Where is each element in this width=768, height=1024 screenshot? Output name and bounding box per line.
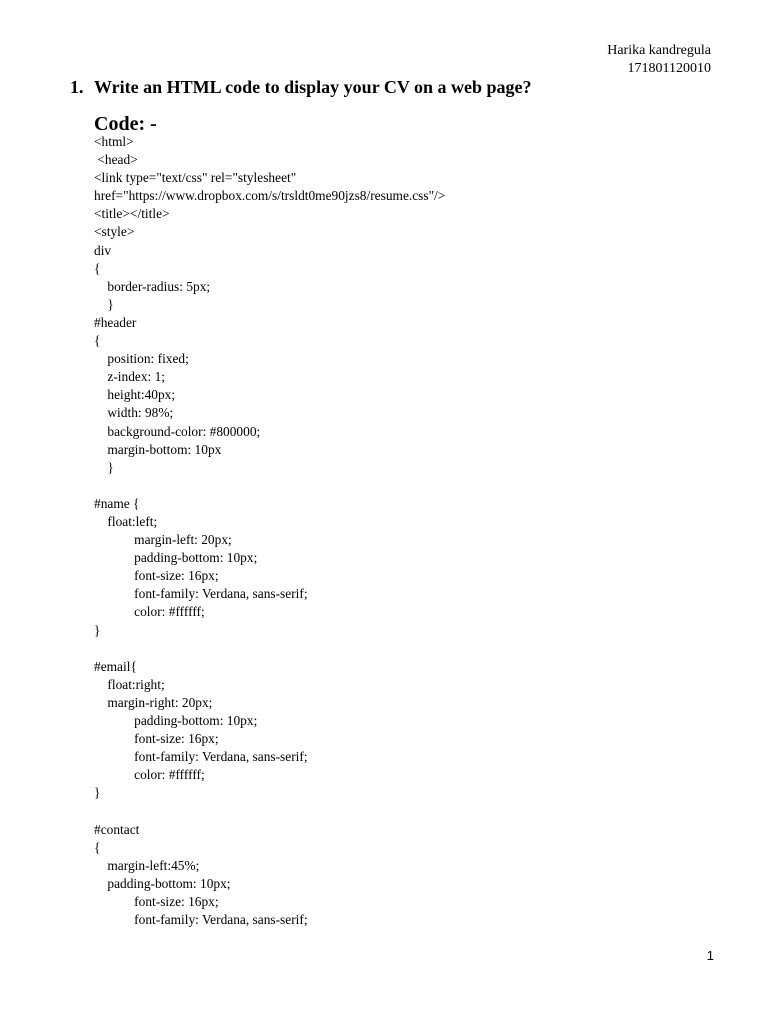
code-line: <style> <box>94 224 135 240</box>
question-heading <box>70 76 532 98</box>
code-line: <title></title> <box>94 206 170 222</box>
code-line: { <box>94 839 101 855</box>
code-line: font-family: Verdana, sans-serif; <box>94 749 308 765</box>
code-heading: Code: - <box>94 113 157 135</box>
code-line: padding-bottom: 10px; <box>94 550 258 566</box>
code-line: } <box>94 622 101 638</box>
code-line: float:right; <box>94 676 165 692</box>
code-line <box>94 640 445 658</box>
code-line: #name { <box>94 495 140 511</box>
code-line <box>94 802 445 820</box>
author-name: Harika kandregula <box>607 43 711 58</box>
code-line: { <box>94 260 101 276</box>
code-line: width: 98%; <box>94 405 174 421</box>
code-line: height:40px; <box>94 387 176 403</box>
code-line: float:left; <box>94 513 158 529</box>
code-line: font-size: 16px; <box>94 731 219 747</box>
code-listing <box>94 133 445 929</box>
code-line: color: #ffffff; <box>94 604 205 620</box>
code-line: margin-right: 20px; <box>94 694 213 710</box>
code-line: } <box>94 459 114 475</box>
code-line: color: #ffffff; <box>94 767 205 783</box>
code-line: z-index: 1; <box>94 369 166 385</box>
code-line: <link type="text/css" rel="stylesheet" <box>94 170 297 186</box>
code-line: margin-left:45%; <box>94 857 200 873</box>
page-number: 1 <box>706 948 714 963</box>
code-line: font-size: 16px; <box>94 568 219 584</box>
code-line: #contact <box>94 821 140 837</box>
code-line: #header <box>94 314 137 330</box>
author-id: 171801120010 <box>627 61 711 76</box>
code-line: font-family: Verdana, sans-serif; <box>94 586 308 602</box>
code-line: font-size: 16px; <box>94 893 219 909</box>
code-line: div <box>94 242 112 258</box>
question-number: 1. <box>70 77 84 97</box>
code-line: padding-bottom: 10px; <box>94 875 231 891</box>
code-line: margin-bottom: 10px <box>94 441 222 457</box>
code-line: position: fixed; <box>94 351 189 367</box>
code-line: href="https://www.dropbox.com/s/trsldt0me90jzs8/resume.css"/> <box>94 188 446 204</box>
code-line: <html> <box>94 134 134 149</box>
author-block <box>607 42 711 78</box>
code-line: #email{ <box>94 658 137 674</box>
code-line: background-color: #800000; <box>94 423 261 439</box>
code-line: <head> <box>94 152 138 168</box>
code-line: } <box>94 296 114 312</box>
code-line: font-family: Verdana, sans-serif; <box>94 912 308 928</box>
code-line: margin-left: 20px; <box>94 532 232 548</box>
code-line: } <box>94 785 101 801</box>
code-line: { <box>94 333 101 349</box>
code-line <box>94 477 445 495</box>
code-line: padding-bottom: 10px; <box>94 713 258 728</box>
code-line: border-radius: 5px; <box>94 278 211 294</box>
question-text: Write an HTML code to display your CV on a web page? <box>94 77 532 97</box>
